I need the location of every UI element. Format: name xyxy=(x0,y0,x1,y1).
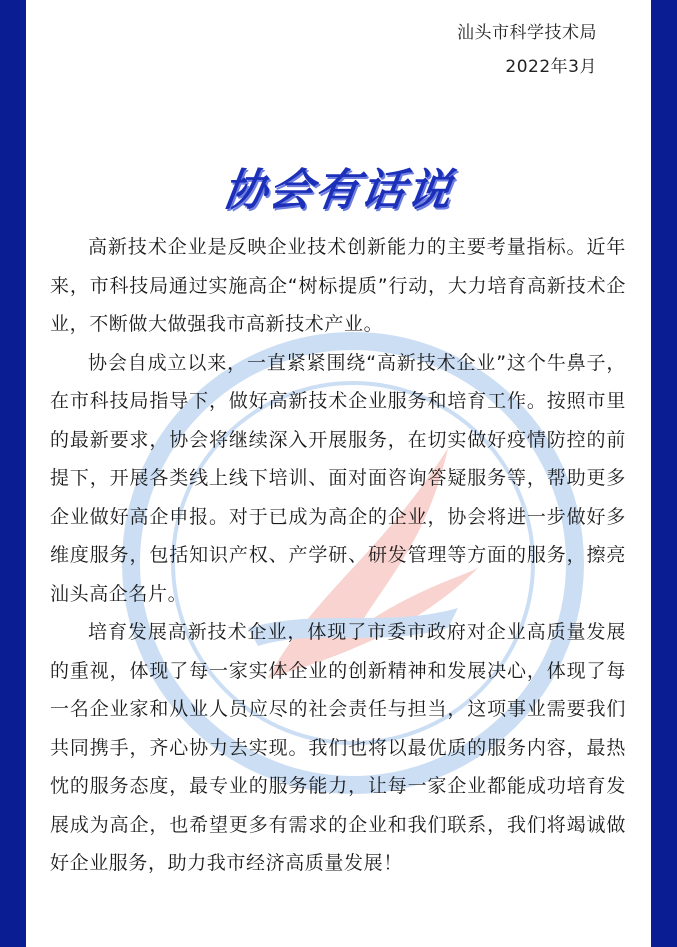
paragraph-2: 协会自成立以来，一直紧紧围绕“高新技术企业”这个牛鼻子，在市科技局指导下，做好高新技术企业服务和培育工作。按照市里的最新要求，协会将继续深入开展服务，在切实做好疫情防控的前提下，开展各类线上线下培训、面对面咨询答疑服务等，帮助更多企业做好高企申报。对于已成为高企的企业，协会将进一步做好多维度服务，包括知识产权、产学研、研发管理等方面的服务，擦亮汕头高企名片。 xyxy=(50,351,626,605)
left-frame-band xyxy=(0,0,26,947)
signature-panel xyxy=(26,0,651,128)
paragraph-1: 高新技术企业是反映企业技术创新能力的主要考量指标。近年来，市科技局通过实施高企“树标提质”行动，大力培育高新技术企业，不断做大做强我市高新技术产业。 xyxy=(50,236,626,335)
article-body xyxy=(50,228,626,883)
signature-block xyxy=(457,16,597,84)
page-heading: 协会有话说 xyxy=(219,165,457,216)
right-frame-band xyxy=(651,0,677,947)
content-panel xyxy=(26,128,651,947)
paragraph-3: 培育发展高新技术企业，体现了市委市政府对企业高质量发展的重视，体现了每一家实体企业的创新精神和发展决心，体现了每一名企业家和从业人员应尽的社会责任与担当，这项事业需要我们共同携手，齐心协力去实现。我们也将以最优质的服务内容，最热忱的服务态度，最专业的服务能力，让每一家企业都能成功培育发展成为高企，也希望更多有需求的企业和我们联系，我们将竭诚做好企业服务，助力我市经济高质量发展！ xyxy=(50,621,626,874)
frame-divider xyxy=(0,126,26,130)
signature-organization: 汕头市科学技术局 xyxy=(457,23,597,43)
signature-date: 2022年3月 xyxy=(505,57,597,77)
